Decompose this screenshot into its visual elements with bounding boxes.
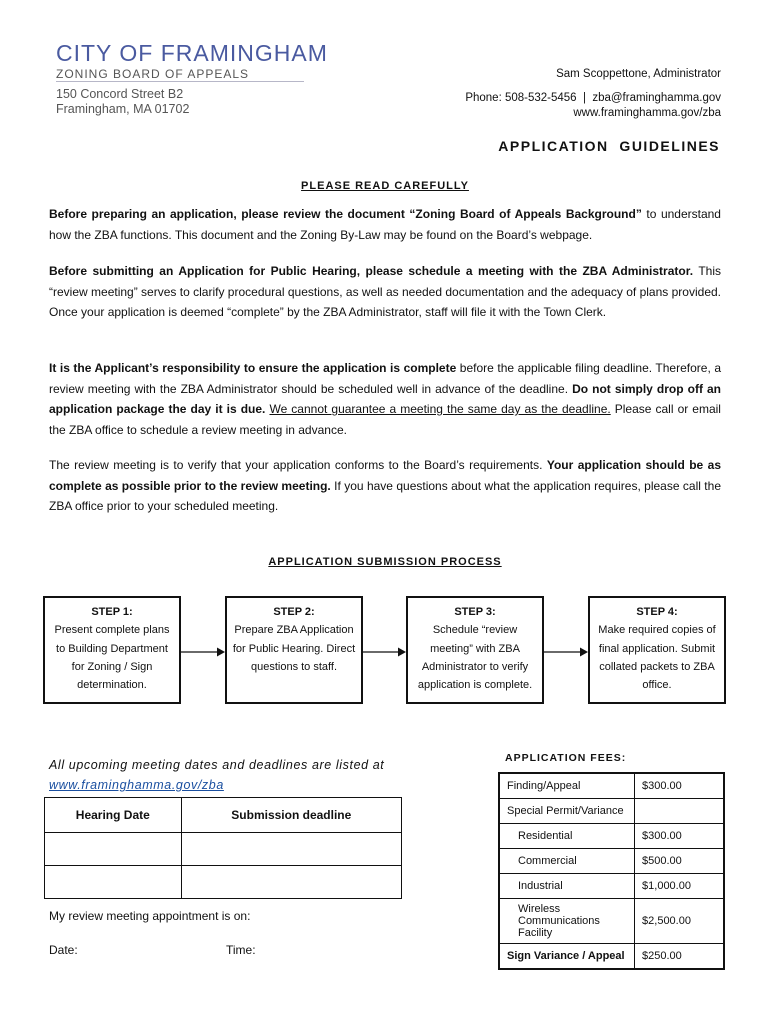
fee-label: Wireless Communications Facility	[499, 899, 635, 944]
step-1-line: determination.	[77, 679, 147, 692]
website: www.framinghamma.gov/zba	[573, 107, 721, 119]
step-4-box	[588, 596, 726, 704]
phone-email: Phone: 508-532-5456 | zba@framinghamma.gov	[465, 92, 721, 104]
step-3-line: Schedule “review	[432, 624, 518, 637]
step-2-line: for Public Hearing. Direct	[232, 642, 356, 655]
p2-text: This “review meeting” serves to clarify procedural questions, as well as needed documentation and the adequacy of plans provided. Once your application is deemed “complete” by the ZBA Administrator, staff will file it with the Town Clerk.	[49, 264, 721, 320]
paragraph-2	[49, 261, 721, 323]
step-3-line: application is complete.	[417, 679, 533, 692]
table-row	[499, 773, 724, 799]
fee-amount: $300.00	[635, 824, 724, 849]
arrow-right-icon	[181, 646, 225, 658]
deadline-cell[interactable]	[181, 866, 401, 899]
fees-heading: APPLICATION FEES:	[505, 752, 627, 764]
table-row	[45, 833, 402, 866]
page-title: APPLICATION GUIDELINES	[498, 138, 720, 154]
paragraph-1	[49, 204, 721, 245]
administrator-name: Sam Scoppettone, Administrator	[556, 68, 721, 80]
step-2-box	[225, 596, 363, 704]
submission-deadline-header: Submission deadline	[181, 798, 401, 833]
paragraph-3	[49, 358, 721, 440]
fee-label: Commercial	[499, 849, 635, 874]
fee-label: Special Permit/Variance	[499, 799, 635, 824]
paragraph-4	[49, 455, 721, 517]
board-name: ZONING BOARD OF APPEALS	[56, 67, 250, 81]
fee-amount	[635, 799, 724, 824]
review-appointment-label: My review meeting appointment is on:	[49, 909, 251, 923]
p3-text-1: before the applicable filing deadline. Therefore, a review meeting with the ZBA Administrator should be scheduled well in advance of the deadline.	[49, 361, 722, 396]
p4-text-2: If you have questions about what the application requires, please call the ZBA office prior to your scheduled meeting.	[49, 478, 721, 514]
meeting-dates-text: All upcoming meeting dates and deadlines are listed at	[49, 758, 385, 772]
city-logo-title: CITY OF FRAMINGHAM	[56, 40, 328, 66]
step-4-title: STEP 4:	[636, 606, 678, 618]
table-row	[499, 799, 724, 824]
table-row	[499, 944, 724, 970]
step-2-line: Prepare ZBA Application	[234, 624, 354, 637]
table-row	[499, 849, 724, 874]
hearing-date-cell[interactable]	[45, 866, 182, 899]
table-row	[499, 824, 724, 849]
step-1-box	[43, 596, 181, 704]
hearing-date-header: Hearing Date	[45, 798, 182, 833]
fee-amount: $250.00	[635, 944, 724, 970]
meeting-dates-note	[49, 755, 384, 795]
table-row	[45, 866, 402, 899]
fee-label: Industrial	[499, 874, 635, 899]
step-3-line: meeting” with ZBA	[430, 642, 520, 655]
fee-amount: $1,000.00	[635, 874, 724, 899]
hearing-dates-table	[44, 797, 402, 899]
step-1-line: to Building Department	[56, 642, 168, 655]
process-heading: APPLICATION SUBMISSION PROCESS	[268, 556, 502, 568]
p3-bold-2: Do not simply drop off an application package the day it is due.	[49, 381, 721, 417]
fee-label: Sign Variance / Appeal	[499, 944, 635, 970]
fees-table	[498, 772, 725, 970]
step-4-line: collated packets to ZBA	[599, 660, 715, 673]
logo-divider	[56, 81, 304, 82]
deadline-cell[interactable]	[181, 833, 401, 866]
fee-amount: $300.00	[635, 773, 724, 799]
hearing-date-cell[interactable]	[45, 833, 182, 866]
read-carefully-heading: PLEASE READ CAREFULLY	[301, 180, 469, 192]
p4-text-1: The review meeting is to verify that your application conforms to the Board’s requirements.	[49, 458, 547, 472]
zba-website-link[interactable]: www.framinghamma.gov/zba	[49, 778, 224, 792]
step-3-box	[406, 596, 544, 704]
step-4-line: final application. Submit	[598, 642, 716, 655]
step-1-line: for Zoning / Sign	[71, 660, 153, 673]
step-2-title: STEP 2:	[273, 606, 315, 618]
fee-amount: $500.00	[635, 849, 724, 874]
p2-bold: Before submitting an Application for Public Hearing, please schedule a meeting with the ZBA Administrator.	[49, 264, 694, 278]
address-line-1: 150 Concord Street B2	[56, 87, 184, 101]
table-row	[499, 899, 724, 944]
step-4-line: Make required copies of	[598, 624, 716, 637]
step-4-line: office.	[642, 679, 672, 692]
arrow-right-icon	[363, 646, 406, 658]
step-2-line: questions to staff.	[250, 660, 338, 673]
p4-bold: Your application should be as complete as possible prior to the review meeting.	[49, 458, 721, 493]
fee-amount: $2,500.00	[635, 899, 724, 944]
arrow-right-icon	[544, 646, 588, 658]
p1-bold: Before preparing an application, please review the document “Zoning Board of Appeals Background”	[49, 207, 642, 221]
p3-text-3: Please call or email the ZBA office to schedule a review meeting in advance.	[49, 402, 721, 437]
address-line-2: Framingham, MA 01702	[56, 102, 190, 116]
date-label: Date:	[49, 943, 78, 957]
step-1-title: STEP 1:	[91, 606, 133, 618]
step-1-line: Present complete plans	[54, 624, 170, 637]
table-row	[499, 874, 724, 899]
p3-underline: We cannot guarantee a meeting the same day as the deadline.	[269, 402, 611, 417]
time-label: Time:	[226, 943, 256, 957]
step-3-title: STEP 3:	[454, 606, 496, 618]
step-3-line: Administrator to verify	[421, 660, 529, 673]
fee-label: Finding/Appeal	[499, 773, 635, 799]
fee-label: Residential	[499, 824, 635, 849]
p1-text: to understand how the ZBA functions. This document and the Zoning By-Law may be found on the Board’s webpage.	[49, 207, 721, 242]
p3-bold-1: It is the Applicant’s responsibility to ensure the application is complete	[49, 361, 457, 375]
